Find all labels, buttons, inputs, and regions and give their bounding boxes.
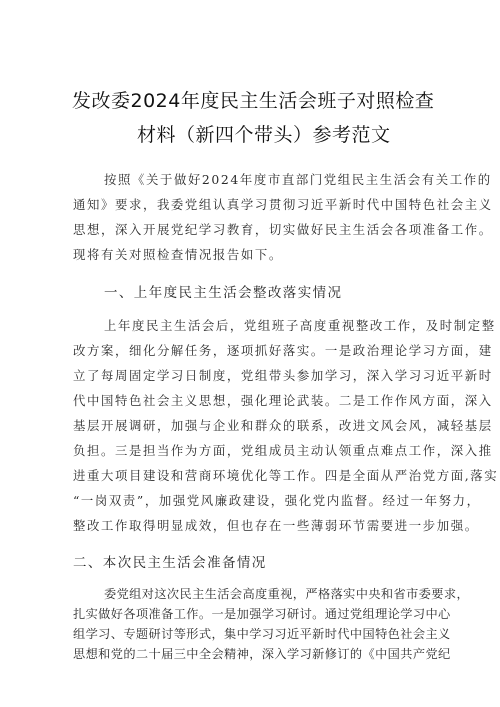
section-1-line: 代中国特色社会主义思想，强化理论武装。二是工作作风方面，深入: [73, 393, 493, 408]
section-1-line: “一岗双责”，加强党风廉政建设，强化党内监督。经过一年努力，: [73, 493, 481, 508]
section-1-line: 上年度民主生活会后，党组班子高度重视整改工作，及时制定整: [104, 318, 496, 333]
section-1-line: 基层开展调研，加强与企业和群众的联系，改进文风会风，减轻基层: [73, 418, 493, 433]
section-1-heading: 一、上年度民主生活会整改落实情况: [104, 285, 343, 301]
section-2-line: 思想和党的二十届三中全会精神，深入学习新修订的《中国共产党纪: [73, 647, 451, 661]
intro-line: 思想，深入开展党纪学习教育，切实做好民主生活会各项准备工作。: [73, 222, 493, 237]
section-1-line: 整改工作取得明显成效，但也存在一些薄弱环节需要进一步加强。: [73, 518, 479, 533]
intro-line: 通知》要求，我委党组认真学习贯彻习近平新时代中国特色社会主义: [73, 197, 493, 212]
section-1-line: 进重大项目建设和营商环境优化等工作。四是全面从严治党方面,落实: [73, 468, 499, 483]
section-1-line: 改方案，细化分解任务，逐项抓好落实。一是政治理论学习方面，建: [73, 343, 493, 358]
section-1-line: 立了每周固定学习日制度，党组带头参加学习，深入学习习近平新时: [73, 368, 493, 383]
section-2-line: 组学习、专题研讨等形式，集中学习习近平新时代中国特色社会主义: [73, 627, 451, 641]
document-title-line-1: 发改委2024年度民主生活会班子对照检查: [72, 90, 435, 112]
section-2-heading: 二、本次民主生活会准备情况: [73, 555, 267, 571]
intro-line: 现将有关对照检查情况报告如下。: [73, 247, 283, 262]
document-title-line-2: 材料（新四个带头）参考范文: [137, 124, 391, 146]
intro-line: 按照《关于做好2024年度市直部门党组民主生活会有关工作的: [104, 172, 492, 187]
section-2-line: 委党组对这次民主生活会高度重视，严格落实中央和省市委要求，: [104, 587, 470, 601]
section-2-line: 扎实做好各项准备工作。一是加强学习研讨。通过党组理论学习中心: [73, 607, 451, 621]
section-1-line: 负担。三是担当作为方面，党组成员主动认领重点难点工作，深入推: [73, 443, 493, 458]
